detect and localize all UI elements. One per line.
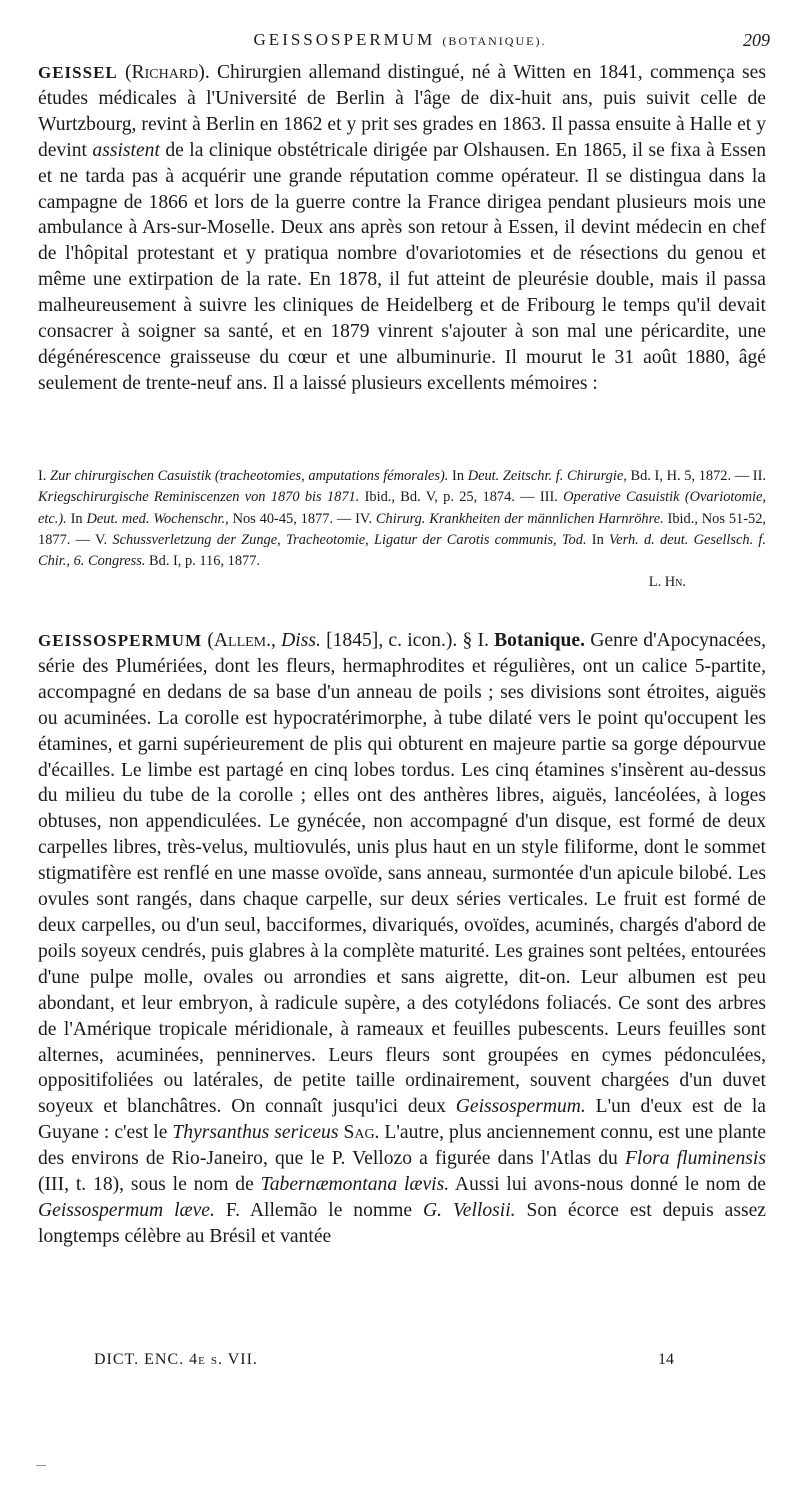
article-text: (III, t. 18), sous le nom de [38,1174,261,1196]
article-text: Genre d'Apocynacées, série des Plumériées, dont les fleurs, hermaphrodites et régulières, ont un calice 5-partite, accompagné en dedans de sa base d'un anneau de poils ; ses divisions sont étroites, aiguës ou acuminées. La corolle est hypocratérimorphe, à tube dilaté vers le point qu'occupent les étamines, et garni supérieurement de plis qui obturent en majeure partie sa gorge dépourvue d'écailles. Le limbe est partagé en cinq lobes tordus. Les cinq étamines s'insèrent au-dessus du milieu du tube de la corolle ; elles ont des anthères libres, aiguës, lancéolées, à loges obtuses, non appendiculées. Le gynécée, non accompagné d'un disque, est formé de deux carpelles libres, très-velus, multiovulés, unis plus haut en un style filiforme, dont le sommet stigmatifère est renflé en une masse ovoïde, sans anneau, surmontée d'un apicule bilobé. Les ovules sont rangés, dans chaque carpelle, sur deux séries verticales. Le fruit est formé de deux carpelles, ou d'un seul, bacciformes, divariqués, ovoïdes, acuminés, chargés d'abord de poils soyeux cendrés, puis glabres à la complète maturité. Les graines sont peltées, entourées d'une pulpe molle, ovales ou arrondies et sans aigrette, dit-on. Leur albumen est peu abondant, et leur embryon, à radicule supère, a des cotylédons foliacés. Ce sont des arbres de l'Amérique tropicale méridionale, à rameaux et feuilles pubescents. Leurs feuilles sont alternes, acuminées, penninerves. Leurs fleurs sont groupées en cymes pédonculées, oppositifoliées ou latérales, de petite taille ordinairement, souvent chargées d'un duvet soyeux et blanchâtres. On connaît jusqu'ici deux [38,630,767,1118]
article-text: Aussi lui avons-nous donné le nom de [449,1174,766,1196]
bib-work: Operative Casuistik (Ovariotomie, etc.). [38,489,766,527]
bib-work: Kriegschirurgische Reminiscenzen von 1870 bis 1871. [38,489,360,506]
article-text: Son écorce est depuis assez longtemps célèbre au Brésil et vantée [38,1199,766,1247]
article-text: Chirurgien allemand distingué, né à Witten en 1841, commença ses études médicales à l'Université de Berlin à l'âge de dix-huit ans, puis suivit celle de Wurtzbourg, revint à Berlin en 1862 et y prit ses grades en 1863. Il passa ensuite à Halle et y devint [38,62,766,161]
running-title [30,30,770,50]
species-name: Geissospermum læve. [38,1199,215,1221]
bib-journal: Deut. med. Wochenschr., [86,510,229,527]
article-text-continued: de la clinique obstétricale dirigée par Olshausen. En 1865, il se fixa à Essen et ne tarda pas à acquérir une grande réputation comme opérateur. Il se distingua dans la campagne de 1866 et lors de la guerre contre la France dirigea pendant plusieurs mois une ambulance à Ars-sur-Moselle. Deux ans après son retour à Essen, il devint médecin en chef de l'hôpital protestant et y pratiqua nombre d'ovariotomies et de résections du genou et même une extirpation de la rate. En 1878, il fut atteint de pleurésie double, mais il passa malheureusement à suivre les cliniques de Heidelberg et de Fribourg le temps qu'il devait consacrer à soigner sa santé, et en 1879 vinrent s'ajouter à son mal une péricardite, une dégénérescence graisseuse du cœur et une albuminurie. Il mourut le 31 août 1880, âgé seulement de trente-neuf ans. Il a laissé plusieurs excellents mémoires : [38,139,766,394]
species-name: Thyrsanthus sericeus [172,1122,339,1144]
author-open: ( [117,62,132,83]
running-title-section: (BOTANIQUE). [442,34,547,48]
bibliography [38,466,766,594]
article-text: L'autre, plus anciennement connu, est une plante des environs de Rio-Janeiro, que le P. Vellozo a figurée dans l'Atlas du [38,1122,766,1170]
term-assistent: assistent [92,139,160,161]
section-number: § I. [462,630,495,651]
headword-geissospermum: GEISSOSPERMUM [38,631,203,650]
flora-title: Flora fluminensis [624,1148,766,1170]
article-text: F. Allemão le nomme [214,1199,423,1221]
author-name: Richard [131,62,199,83]
headword-geissel: GEISSEL [38,63,118,82]
bib-text: In [448,468,468,484]
genus-name: Geissospermum. [455,1096,586,1118]
bib-text: In [586,531,610,548]
bib-text: Nos 40-45, 1877. — IV. [228,510,376,527]
bib-journal: Verh. d. deut. Gesellsch. f. Chir., 6. Congress. [38,531,767,570]
bib-text: In [66,510,87,527]
species-name: G. Vellosii. [423,1199,516,1221]
article-geissospermum [38,628,766,1250]
bib-text: Ibid., Bd. V, p. 25, 1874. — III. [359,489,564,506]
author-open: ( [202,630,214,651]
bib-text: Ibid., Nos 51-52, 1877. — V. [38,510,766,548]
article-text: L'un d'eux est de la Guyane : c'est le [38,1096,766,1144]
bib-number: I. [38,468,51,484]
source-title: Diss. [281,630,321,651]
article-geissel [38,60,766,397]
page-number: 209 [743,30,770,50]
separator: , [271,630,282,651]
running-title-word: GEISSOSPERMUM [253,30,436,49]
bib-text: Bd. I, p. 116, 1877. [145,553,261,570]
footer-sheet-number: 14 [658,1351,674,1368]
page-footer [94,1351,674,1373]
signature: L. Hn. [648,574,686,591]
bib-work: Chirurg. Krankheiten der männlichen Harnröhre. [375,510,664,527]
bib-work: Zur chirurgischen Casuistik (tracheotomies, amputations fémorales). [50,468,449,484]
author-close: ). [198,62,217,83]
bib-text: Bd. I, H. 5, 1872. — II. [626,468,766,484]
running-head [30,30,770,58]
author-name: Allem. [213,630,272,651]
species-author: Sag. [343,1122,380,1144]
bib-journal: Deut. Zeitschr. f. Chirurgie, [467,468,627,484]
species-name: Tabernæmontana lævis. [260,1174,450,1196]
section-label: Botanique. [494,630,586,651]
scan-mark [36,1465,46,1466]
bib-work: Schussverletzung der Zunge, Tracheotomie, Ligatur der Carotis communis, Tod. [112,531,587,548]
source-details: [1845], c. icon.). [320,630,463,651]
footer-signature: DICT. ENC. 4e s. VII. [94,1351,258,1368]
